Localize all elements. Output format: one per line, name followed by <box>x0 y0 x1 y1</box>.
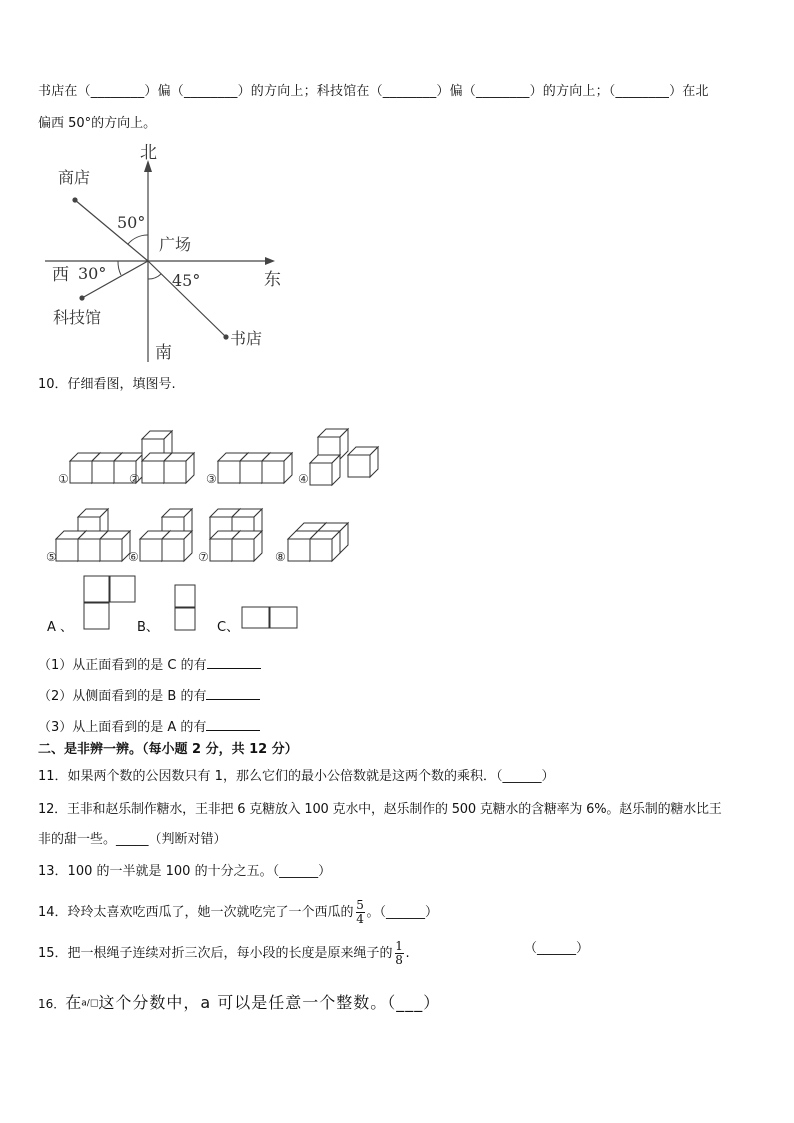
figure-label-4: ④ <box>298 472 309 486</box>
q14-denominator: 4 <box>356 912 364 926</box>
q15-denominator: 8 <box>395 953 403 967</box>
label-tech: 科技馆 <box>53 308 102 327</box>
figure-label-7: ⑦ <box>198 550 209 564</box>
label-shop: 商店 <box>58 168 91 187</box>
label-west: 西 <box>52 265 69 285</box>
q16-fraction: a/□ <box>81 998 99 1009</box>
q15-answer: （______） <box>524 941 590 956</box>
q15-numerator: 1 <box>395 939 403 953</box>
figure-label-8: ⑧ <box>275 550 286 564</box>
figure-2 <box>142 431 194 483</box>
label-angle-30: 30° <box>78 264 107 283</box>
q16-number: 16． <box>38 997 66 1011</box>
q14-answer: 。（______） <box>366 905 439 920</box>
label-book: 书店 <box>230 329 263 348</box>
label-north: 北 <box>140 143 157 163</box>
q10-sub2-text: （2）从侧面看到的是 B 的有 <box>38 689 207 704</box>
figure-5 <box>56 509 130 561</box>
figure-7 <box>210 509 262 561</box>
figure-8 <box>288 523 348 561</box>
view-c <box>240 605 300 631</box>
q15-fraction <box>395 940 404 967</box>
view-b <box>173 583 199 633</box>
figure-3 <box>218 453 292 483</box>
label-south: 南 <box>155 343 172 363</box>
q12-line2: 非的甜一些。_____（判断对错） <box>38 832 227 847</box>
q14-text: 14．玲玲太喜欢吃西瓜了，她一次就吃完了一个西瓜的 <box>38 905 354 920</box>
q12-line1: 12．王非和赵乐制作糖水，王非把 6 克糖放入 100 克水中，赵乐制作的 500 克糖水的含糖率为 6%。赵乐制的糖水比王 <box>38 802 722 817</box>
q10-sub1-blank[interactable] <box>207 656 261 669</box>
q10-sub3-blank[interactable] <box>206 718 260 731</box>
point-book <box>223 334 228 339</box>
section2-title: 二、是非辨一辨。（每小题 2 分，共 12 分） <box>38 742 298 757</box>
option-c-label: C、 <box>217 620 240 635</box>
point-shop <box>72 197 77 202</box>
figure-label-6: ⑥ <box>128 550 139 564</box>
q10-title: 10．仔细看图，填图号. <box>38 377 176 392</box>
q16-pre: 在 <box>65 993 82 1012</box>
q9-line2: 偏西 50°的方向上。 <box>38 116 157 131</box>
q13: 13．100 的一半就是 100 的十分之五。（______） <box>38 864 332 879</box>
q15-text: 15．把一根绳子连续对折三次后，每小段的长度是原来绳子的 <box>38 946 393 961</box>
q10-sub2-blank[interactable] <box>206 687 260 700</box>
q15-period: . <box>405 946 410 961</box>
q14 <box>38 899 438 926</box>
label-angle-45: 45° <box>172 271 201 290</box>
q10-sub1-text: （1）从正面看到的是 C 的有 <box>38 658 207 673</box>
view-a <box>82 574 142 632</box>
q10-sub1 <box>38 656 261 675</box>
figure-label-5: ⑤ <box>46 550 57 564</box>
label-angle-50: 50° <box>117 213 146 232</box>
q14-fraction <box>356 899 365 926</box>
q10-sub3 <box>38 718 260 737</box>
q16-text: 这个分数中，a 可以是任意一个整数。（___） <box>98 993 441 1012</box>
q11: 11．如果两个数的公因数只有 1，那么它们的最小公倍数就是这两个数的乘积．（______） <box>38 769 555 784</box>
q14-numerator: 5 <box>356 898 364 912</box>
q9-line1: 书店在（________）偏（________）的方向上；科技馆在（________）偏（________）的方向上；（________）在北 <box>38 84 709 99</box>
point-tech <box>79 295 84 300</box>
figure-4 <box>310 429 378 485</box>
option-b-label: B、 <box>137 620 159 635</box>
q16 <box>38 990 440 1013</box>
label-center: 广场 <box>159 235 192 254</box>
figure-label-1: ① <box>58 472 69 486</box>
label-east: 东 <box>264 270 281 290</box>
figure-label-3: ③ <box>206 472 217 486</box>
direction-diagram <box>45 140 305 365</box>
figure-label-2: ② <box>129 472 140 486</box>
option-a-label: A 、 <box>47 620 74 635</box>
figure-6 <box>140 509 192 561</box>
cube-figures <box>46 425 416 565</box>
q10-sub2 <box>38 687 260 706</box>
q15 <box>38 940 410 967</box>
q10-sub3-text: （3）从上面看到的是 A 的有 <box>38 720 207 735</box>
